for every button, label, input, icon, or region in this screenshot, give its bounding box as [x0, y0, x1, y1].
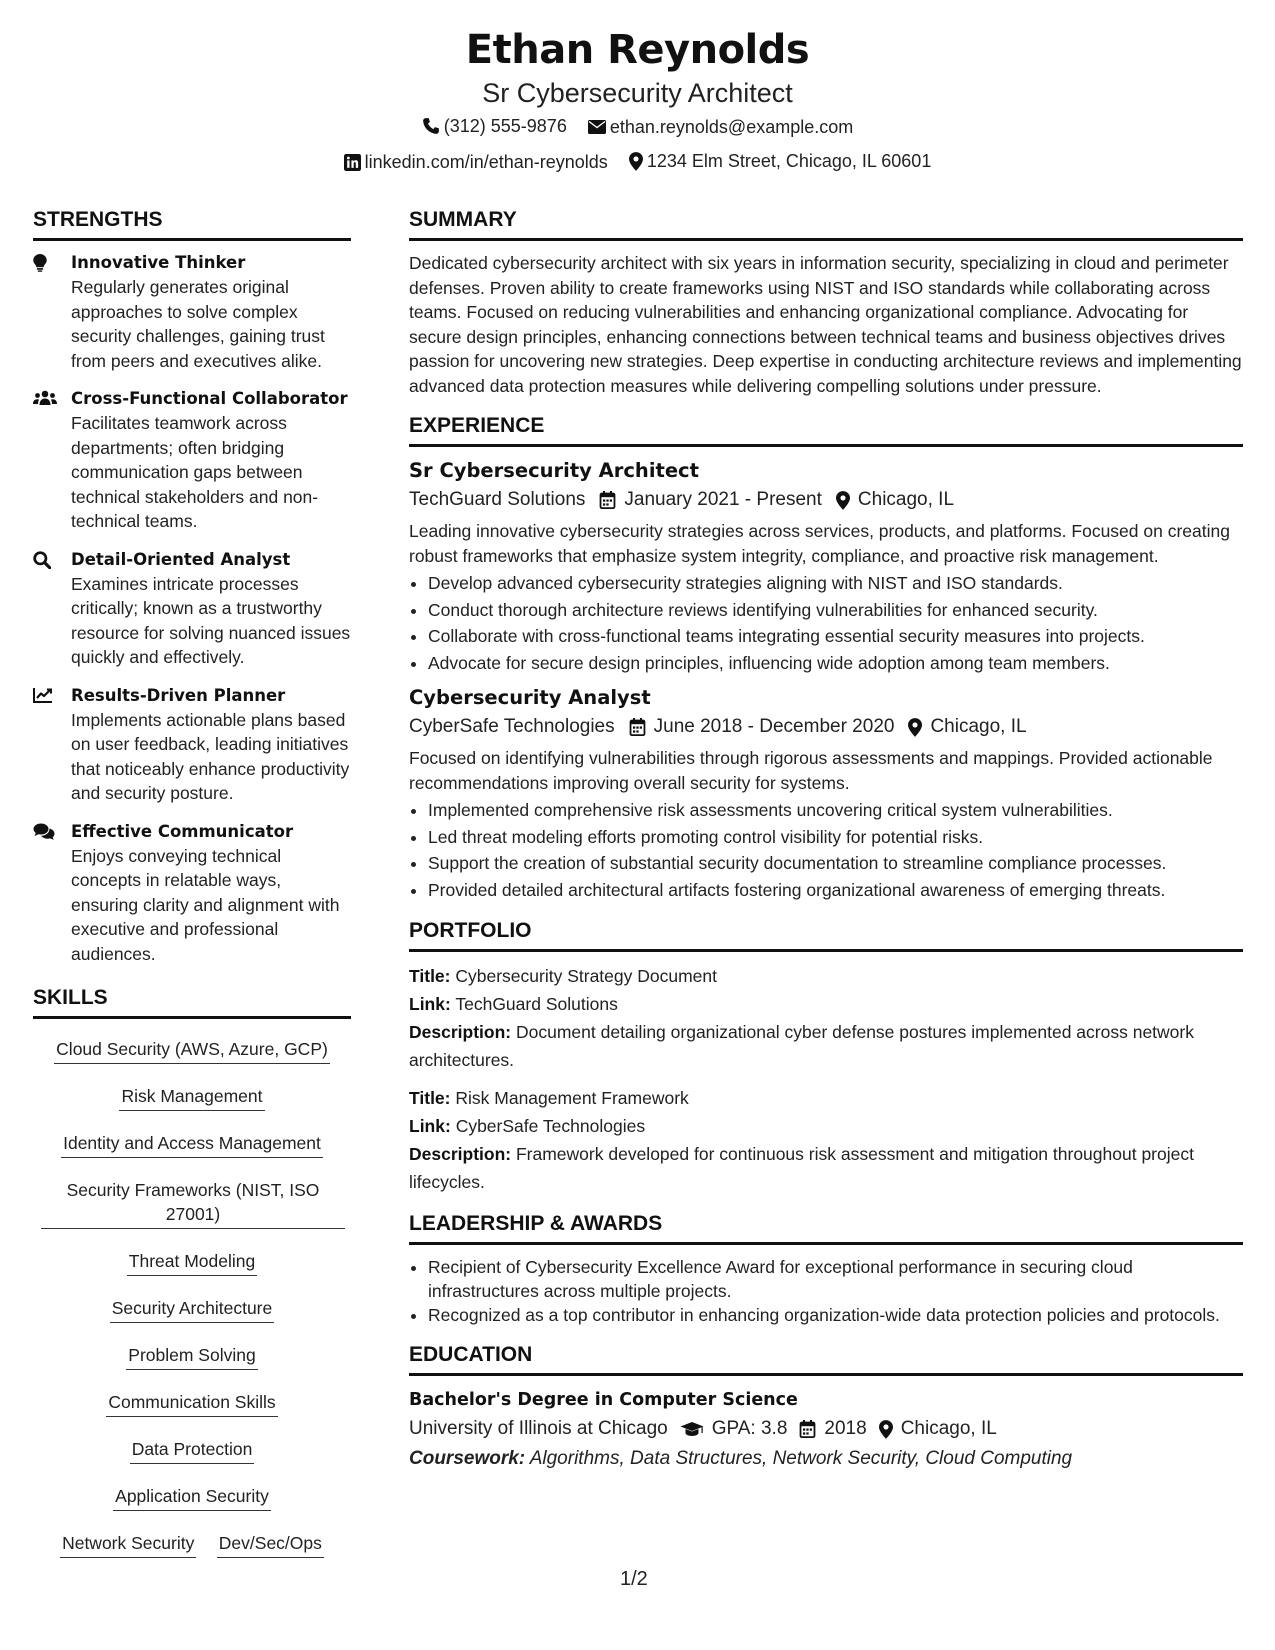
leadership-list [409, 1255, 1243, 1327]
strength-desc: Facilitates teamwork across departments; often bridging communication gaps between technical stakeholders and non-technical teams. [71, 413, 319, 531]
strength-item [33, 684, 351, 806]
job-bullet: • Support the creation of substantial security documentation to streamline compliance processes. [428, 850, 1243, 877]
right-column [409, 206, 1243, 1474]
portfolio-heading: PORTFOLIO [409, 917, 1243, 952]
portfolio-link-label: Link: [409, 994, 451, 1014]
leadership-item: • Recognized as a top contributor in enhancing organization-wide data protection policies and protocols. [428, 1303, 1243, 1327]
job-bullets [409, 570, 1243, 676]
education-meta [409, 1414, 1243, 1444]
skill-tag: Security Architecture [110, 1292, 274, 1323]
portfolio-link-label: Link: [409, 1116, 451, 1136]
linkedin-text[interactable]: linkedin.com/in/ethan-reynolds [364, 152, 608, 172]
summary-heading: SUMMARY [409, 206, 1243, 241]
portfolio-title-label: Title: [409, 1088, 451, 1108]
skill-tag: Identity and Access Management [61, 1127, 323, 1158]
coursework [409, 1444, 1243, 1474]
phone-icon [422, 117, 440, 135]
portfolio-item [409, 962, 1243, 1074]
strength-title: Results-Driven Planner [71, 685, 286, 705]
users-icon [33, 390, 57, 406]
job-bullet: • Conduct thorough architecture reviews identifying vulnerabilities for enhanced security. [428, 597, 1243, 624]
skill-tag: Application Security [113, 1480, 271, 1511]
education-heading: EDUCATION [409, 1341, 1243, 1376]
job-location: Chicago, IL [857, 489, 955, 510]
graduation-year: 2018 [824, 1418, 867, 1439]
resume-header [0, 0, 1275, 181]
strength-desc: Examines intricate processes critically; known as a trustworthy resource for solving nuanced issues quickly and effectively. [71, 573, 351, 667]
envelope-icon [588, 119, 606, 135]
job-entry [409, 457, 1243, 676]
job-bullet: • Develop advanced cybersecurity strategies aligning with NIST and ISO standards. [428, 570, 1243, 597]
portfolio-item [409, 1084, 1243, 1196]
strength-desc: Enjoys conveying technical concepts in relatable ways, ensuring clarity and alignment with executive and professional audiences. [71, 845, 340, 964]
strength-item [33, 387, 351, 534]
map-marker-icon [629, 152, 643, 171]
portfolio-description-label: Description: [409, 1144, 512, 1164]
linkedin-icon [344, 154, 361, 171]
job-meta [409, 485, 1243, 515]
portfolio-link[interactable]: TechGuard Solutions [455, 994, 618, 1014]
skill-tag: Communication Skills [106, 1386, 277, 1417]
page-number: 1/2 [620, 1568, 648, 1590]
job-bullet: • Collaborate with cross-functional teams integrating essential security measures into projects. [428, 623, 1243, 650]
portfolio-title: Cybersecurity Strategy Document [455, 966, 718, 986]
skill-tag: Problem Solving [126, 1339, 257, 1370]
map-marker-icon [879, 1420, 893, 1439]
strength-item [33, 548, 351, 670]
job-company: CyberSafe Technologies [409, 716, 615, 737]
candidate-title: Sr Cybersecurity Architect [482, 78, 793, 108]
job-bullet: • Led threat modeling efforts promoting control visibility for potential risks. [428, 824, 1243, 851]
strengths-heading: STRENGTHS [33, 206, 351, 241]
skill-tag: Threat Modeling [127, 1245, 257, 1276]
school: University of Illinois at Chicago [409, 1418, 668, 1439]
strength-item [33, 251, 351, 373]
calendar-icon [799, 1420, 816, 1438]
gpa: GPA: 3.8 [711, 1418, 788, 1439]
strengths-list [33, 251, 351, 966]
graduation-cap-icon [680, 1421, 704, 1437]
portfolio-description: Framework developed for continuous risk assessment and mitigation throughout project lifecycles. [409, 1144, 1194, 1192]
map-marker-icon [908, 718, 922, 737]
chart-line-icon [33, 687, 53, 703]
comments-icon [33, 823, 55, 840]
job-bullet: • Advocate for secure design principles, influencing wide adoption among team members. [428, 650, 1243, 677]
leadership-heading: LEADERSHIP & AWARDS [409, 1210, 1243, 1245]
phone-text: (312) 555-9876 [443, 116, 567, 136]
skills-heading: SKILLS [33, 984, 351, 1019]
portfolio-description-label: Description: [409, 1022, 512, 1042]
map-marker-icon [836, 491, 850, 510]
portfolio-link[interactable]: CyberSafe Technologies [455, 1116, 646, 1136]
portfolio-description: Document detailing organizational cyber defense postures implemented across network architectures. [409, 1022, 1194, 1070]
lightbulb-icon [33, 254, 47, 272]
strength-desc: Regularly generates original approaches to solve complex security challenges, gaining trust from peers and executives alike. [71, 277, 325, 371]
strength-item [33, 820, 351, 967]
experience-heading: EXPERIENCE [409, 412, 1243, 447]
job-meta [409, 712, 1243, 742]
strength-title: Effective Communicator [71, 821, 294, 841]
job-entry [409, 684, 1243, 903]
linkedin-item[interactable] [344, 146, 608, 178]
email-item[interactable] [588, 111, 853, 143]
strength-title: Cross-Functional Collaborator [71, 389, 348, 408]
skill-tag: Dev/Sec/Ops [217, 1527, 324, 1558]
skill-tag: Cloud Security (AWS, Azure, GCP) [54, 1033, 330, 1064]
coursework-list: Algorithms, Data Structures, Network Security, Cloud Computing [529, 1448, 1073, 1469]
contact-row-1 [0, 110, 1275, 145]
job-company: TechGuard Solutions [409, 489, 586, 510]
coursework-label: Coursework: [409, 1448, 526, 1469]
job-description: Leading innovative cybersecurity strategies across services, products, and platforms. Focused on creating robust frameworks that emphasize system integrity, compliance, and proactive risk management. [409, 521, 1230, 566]
job-location: Chicago, IL [930, 716, 1027, 737]
email-text[interactable]: ethan.reynolds@example.com [609, 117, 854, 137]
candidate-name: Ethan Reynolds [465, 27, 810, 73]
job-dates: January 2021 - Present [624, 489, 822, 510]
phone-item [422, 110, 567, 142]
skill-tag: Risk Management [119, 1080, 264, 1111]
portfolio-title-label: Title: [409, 966, 451, 986]
strength-title: Innovative Thinker [71, 253, 246, 272]
job-description: Focused on identifying vulnerabilities through rigorous assessments and mappings. Provided actionable recommendations improving overall security for systems. [409, 748, 1213, 793]
job-title: Cybersecurity Analyst [409, 686, 651, 709]
left-column [33, 206, 351, 1570]
calendar-icon [599, 491, 616, 509]
job-dates: June 2018 - December 2020 [653, 716, 895, 737]
address-text: 1234 Elm Street, Chicago, IL 60601 [646, 151, 932, 171]
degree: Bachelor's Degree in Computer Science [409, 1390, 798, 1410]
job-bullets [409, 797, 1243, 903]
skill-tag: Network Security [60, 1527, 196, 1558]
job-title: Sr Cybersecurity Architect [409, 459, 699, 482]
strength-title: Detail-Oriented Analyst [71, 549, 291, 569]
skill-tag: Security Frameworks (NIST, ISO 27001) [41, 1174, 345, 1229]
address-item [629, 145, 932, 177]
skill-tag: Data Protection [130, 1433, 255, 1464]
search-icon [33, 551, 51, 569]
skills-list [33, 1029, 351, 1570]
job-bullet: • Provided detailed architectural artifacts fostering organizational awareness of emerging threats. [428, 877, 1243, 904]
job-bullet: • Implemented comprehensive risk assessments uncovering critical system vulnerabilities. [428, 797, 1243, 824]
strength-desc: Implements actionable plans based on user feedback, leading initiatives that noticeably enhance productivity and security posture. [71, 709, 350, 803]
portfolio-title: Risk Management Framework [455, 1088, 689, 1108]
summary-text: Dedicated cybersecurity architect with six years in information security, specializing in cloud and perimeter defenses. Proven ability to create frameworks using NIST and ISO standards while collaborating across teams. Focused on reducing vulnerabilities and enhancing organizational compliance. Advocating for secure design principles, enhancing connections between technical teams and business objectives drives passion for uncovering new strategies. Deep expertise in conducting architecture reviews and implementing advanced data protection measures while delivering compelling solutions under pressure. [409, 253, 1242, 396]
education-location: Chicago, IL [900, 1418, 997, 1439]
leadership-item: • Recipient of Cybersecurity Excellence Award for exceptional performance in securing cloud infrastructures across multiple projects. [428, 1255, 1243, 1303]
calendar-icon [629, 718, 646, 736]
contact-row-2 [0, 145, 1275, 181]
